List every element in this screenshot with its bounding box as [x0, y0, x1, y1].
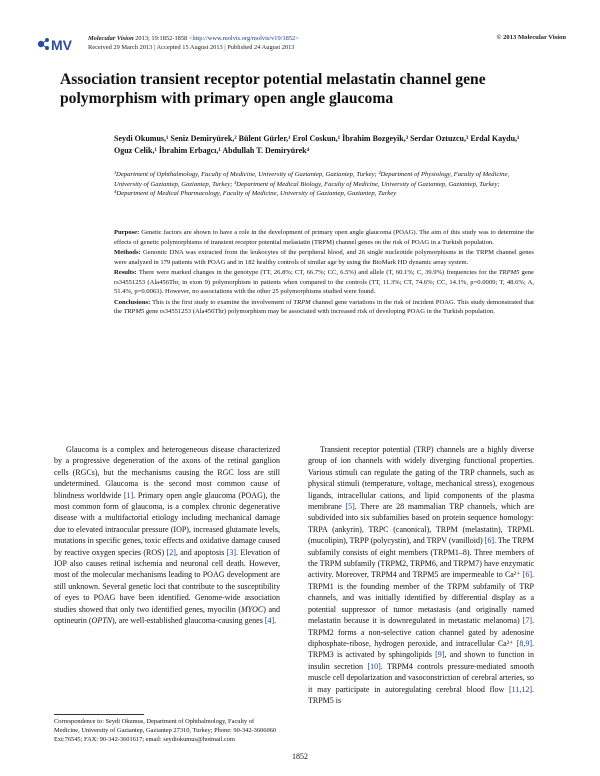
text-run: ), are well-established glaucoma-causing genes — [112, 616, 265, 626]
citation-link-9[interactable]: [9] — [435, 650, 445, 660]
conclusions-gene-2: TRPM5 — [123, 308, 145, 315]
text-run: . The TRPM subfamily consists of eight members (TRPM1–8). Three members of the TRPM subfamily (TRPM2, TRPM6, and TRPM7) have enzymatic activity. Moreover, TRPM4 and TRPM5 are impermeable to Ca²⁺ — [308, 536, 534, 580]
citation-link-1[interactable]: [1] — [123, 490, 134, 500]
text-run: . TRPM1 is the founding member of the TRPM subfamily of TRP channels, and was initially identified by differential display as a potential suppressor of tumor metastasis (and originally named melastatin because it is downregulated in metastatic melanoma) — [308, 570, 534, 626]
citation-link-2[interactable]: [2] — [166, 547, 176, 557]
gene-optn: OPTN — [91, 616, 112, 626]
citation-link-10[interactable]: [10] — [367, 661, 381, 671]
citation-link-3[interactable]: [3] — [226, 547, 236, 557]
copyright-notice: © 2013 Molecular Vision — [496, 34, 566, 41]
results-text-b: gene rs34551253 (Ala456Thr, in exon 9) polymorphism in patients when compared to the controls (TT, 11.3%; CT, 74.6%; CC, 14.1%, p=0.0009; T, 48.6%; A, 51.4%, p=0.0063). However, no associations with the other 25 polymorphisms studied were found. — [114, 269, 534, 295]
gene-myoc: MYOC — [241, 604, 264, 614]
citation-link-6[interactable]: [6] — [484, 536, 495, 546]
correspondence-footnote: Correspondence to: Seydi Okumus, Department of Ophthalmology, Faculty of Medicine, University of Gaziantep, Gaziantep 27310, Turkey; Phone: 90-342-3606060 Ext:76545; FAX: 90-342-3601617; email: seydiokumus@hotmail.com — [54, 718, 277, 743]
citation-link-6b[interactable]: [6] — [522, 570, 532, 580]
text-run: , and apoptosis — [175, 547, 227, 557]
text-run: . — [274, 616, 277, 626]
purpose-label: Purpose: — [114, 229, 142, 236]
text-run: . Primary open angle glaucoma (POAG), the most common form of glaucoma, is a complex chronic degenerative disease with a multifactorial etiology including mechanical damage due to elevated intraocular pressure (IOP), increased glutamate levels, mutations in specific genes, toxic effects and oxidative damage caused by reactive oxygen species (ROS) — [54, 490, 280, 557]
author-affiliations: ¹Department of Ophthalmology, Faculty of Medicine, University of Gaziantep, Gaziantep, Turkey; ²Department of Physiology, Faculty of Medicine, University of Gaziantep, Gaziantep, Turkey; ³Department of Medical Biology, Faculty of Medicine, University of Gaziantep, Gaziantep, Turkey; ⁴Department of Medical Pharmacology, Faculty of Medicine, University of Gaziantep, Gaziantep, Turkey — [114, 171, 510, 198]
citation-link-8-9[interactable]: [8,9] — [516, 638, 532, 648]
page-number: 1852 — [292, 752, 308, 761]
author-list: Seydi Okumus,¹ Seniz Demiryürek,² Bülent Gürler,¹ Erol Coskun,¹ İbrahim Bozgeyik,³ Serdar Oztuzcu,³ Erdal Kaydu,¹ Oguz Celik,¹ İbrahim Erbagcı,¹ Abdullah T. Demiryürek⁴ — [114, 134, 520, 155]
abstract-results — [114, 268, 534, 297]
logo-text: MV — [51, 37, 72, 53]
results-label: Results: — [114, 269, 139, 276]
abstract-purpose — [114, 228, 534, 247]
header-citation — [88, 34, 299, 52]
text-run: Glaucoma is a complex and heterogeneous disease characterized by a progressive degeneration of the axons of the retinal ganglion cells (RGCs), but the mechanisms causing the RGC loss are still undetermined. Glaucoma is the second most common cause of blindness worldwide — [54, 445, 280, 500]
results-gene: TRPM5 — [498, 269, 520, 276]
body-column-left — [54, 444, 280, 627]
text-run: . Elevation of IOP also causes retinal ischemia and neuronal cell death. However, most of the molecular mechanisms leading to POAG development are still unknown. Several genetic loci that contribute to the susceptibility of eyes to POAG have been identified. Genome-wide association studies showed that only two identified genes, myocilin ( — [54, 547, 280, 614]
text-run: . TRPM5 is — [308, 684, 534, 705]
text-run: . TRPM2 forms a non-selective cation channel gated by adenosine diphosphate-ribose, hydrogen peroxide, and intracellular Ca²⁺ — [308, 616, 534, 648]
article-title: Association transient receptor potential melastatin channel gene polymorphism with primary open angle glaucoma — [60, 71, 486, 107]
purpose-text: Genetic factors are shown to have a role in the development of primary open angle glaucoma (POAG). The aim of this study was to determine the effects of genetic polymorphisms of transient receptor potential melastatin (TRPM) channel genes on the risk of POAG in a Turkish population. — [114, 229, 534, 246]
journal-name: Molecular Vision — [88, 35, 134, 42]
text-run: . TRPM4 controls pressure-mediated smooth muscle cell depolarization and vasoconstriction of cerebral arteries, so it may participate in autoregulating cerebral blood flow — [308, 661, 534, 694]
citation-link-11-12[interactable]: [11,12] — [508, 684, 532, 694]
text-run: , and shown to function in insulin secretion — [308, 650, 535, 671]
abstract-methods — [114, 248, 534, 267]
molecular-vision-logo — [36, 35, 80, 53]
results-text-a: There were marked changes in the genotype (TT, 26.8%; CT, 66.7%; CC, 6.5%) and allele (T, 60.1%; C, 39.9%) frequencies for the — [138, 269, 499, 276]
citation-link-5[interactable]: [5] — [345, 502, 355, 512]
trp-paragraph-1 — [308, 444, 534, 706]
abstract-conclusions — [114, 298, 534, 317]
journal-header — [36, 34, 566, 56]
conclusions-text-a: This is the first study to examine the involvement of — [152, 298, 294, 306]
conclusions-text-b: channel gene variations in the risk of incident POAG. This study demonstrated that the — [114, 298, 534, 315]
abstract — [114, 228, 534, 318]
conclusions-gene-1: TRPM — [293, 298, 311, 306]
methods-label: Methods: — [114, 249, 144, 256]
article-url-link[interactable]: <http://www.molvis.org/molvis/v19/1852> — [188, 35, 299, 42]
methods-text: Genomic DNA was extracted from the leukocytes of the peripheral blood, and 26 single nucleotide polymorphisms in the TRPM channel genes were analyzed in 179 patients with POAG and in 182 healthy controls of similar age by using the BioMark HD dynamic array system. — [114, 249, 535, 266]
text-run: . There are 28 mammalian TRP channels, which are subdivided into six subfamilies based on protein sequence homology: TRPA (ankyrin), TRPC (canonical), TRPM (melastatin), TRPML (mucolipin), TRPP (polycystin), and TRPV (vanilloid) — [308, 502, 534, 546]
citation-link-7[interactable]: [7] — [522, 616, 532, 626]
text-run: Transient receptor potential (TRP) channels are a highly diverse group of ion channels with widely diverging functional properties. Various stimuli can regulate the gating of the TRP channels, such as physical stimuli (temperature, voltage, mechanical stress), exogenous ligands, intracellular cations, and lipid components of the plasma membrane — [308, 445, 534, 512]
body-column-right — [308, 444, 534, 706]
text-run: ) and optineurin ( — [54, 604, 281, 626]
text-run: . TRPM3 is activated by sphingolipids — [308, 638, 534, 660]
conclusions-label: Conclusions: — [114, 298, 153, 306]
article-dates: Received 29 March 2013 | Accepted 15 August 2013 | Published 24 August 2013 — [88, 44, 295, 51]
citation-volume: 2013; 19:1852-1858 — [133, 35, 189, 42]
intro-paragraph-1 — [54, 444, 280, 627]
citation-link-4[interactable]: [4] — [264, 616, 275, 626]
footnote-divider — [54, 714, 144, 715]
conclusions-text-c: gene rs34551253 (Ala456Thr) polymorphism may be associated with increased risk of developing POAG in the Turkish population. — [144, 308, 495, 315]
